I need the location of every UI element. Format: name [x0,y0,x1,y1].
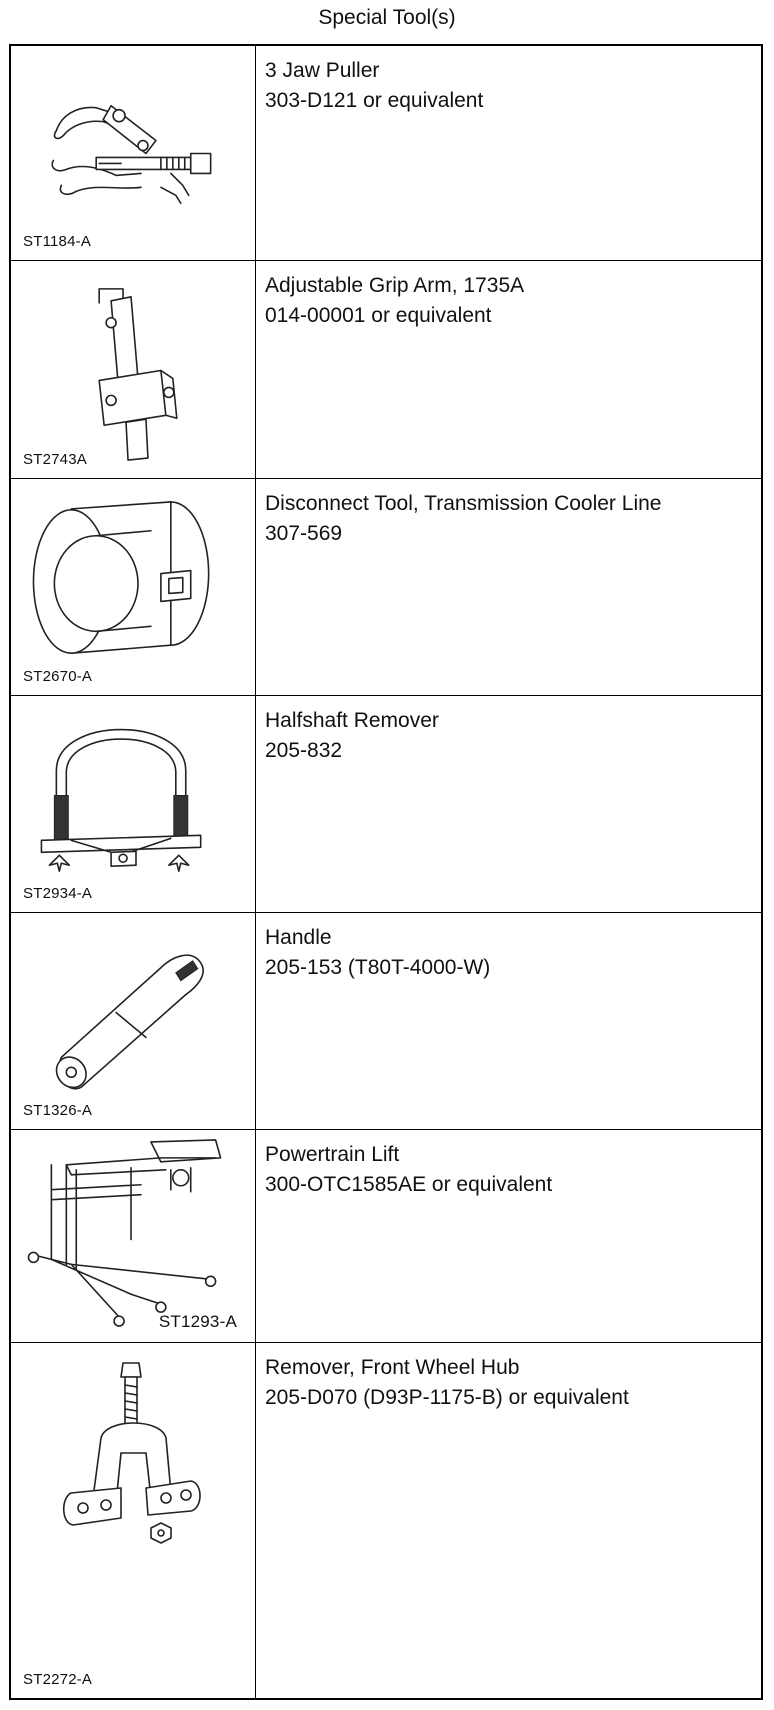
tool-description [265,271,753,331]
tool-part-number: 205-D070 (D93P-1175-B) or equivalent [265,1386,629,1409]
tool-description [265,489,753,549]
tool-name: Adjustable Grip Arm, 1735A [265,274,525,297]
tool-image-cell [11,696,256,912]
tool-ref-code: ST2670-A [23,668,93,685]
tool-row-halfshaft-remover [11,696,761,913]
tool-name: Halfshaft Remover [265,709,439,732]
tool-description [265,56,753,116]
tool-part-number: 205-153 (T80T-4000-W) [265,956,491,979]
tool-ref-code: ST1293-A [158,1312,237,1331]
tool-name: Disconnect Tool, Transmission Cooler Line [265,492,662,515]
tool-image-cell [11,1343,256,1698]
handle-icon [11,913,256,1129]
disconnect-tool-icon [11,479,256,695]
halfshaft-remover-icon [11,696,256,912]
tool-image-cell [11,261,256,478]
tool-row-powertrain-lift [11,1130,761,1343]
tool-image-cell [11,46,256,260]
tool-image-cell [11,479,256,695]
jaw-puller-icon [11,46,256,260]
tool-part-number: 205-832 [265,739,343,762]
page-title: Special Tool(s) [318,6,456,29]
tool-description [265,923,753,983]
tool-part-number: 307-569 [265,522,343,545]
tool-row-jaw-puller [11,46,761,261]
tool-ref-code: ST2743A [23,451,87,468]
tool-row-grip-arm [11,261,761,479]
tool-image-cell [11,1130,256,1342]
tool-row-handle [11,913,761,1130]
powertrain-lift-icon [11,1130,256,1342]
tool-name: 3 Jaw Puller [265,59,380,82]
tool-part-number: 014-00001 or equivalent [265,304,492,327]
hub-remover-icon [11,1343,256,1698]
tool-ref-code: ST2934-A [23,885,93,902]
special-tools-table [9,44,763,1700]
tool-ref-code: ST1184-A [23,233,92,250]
tool-ref-code: ST2272-A [23,1671,93,1688]
tool-image-cell [11,913,256,1129]
tool-description [265,1140,753,1200]
tool-name: Handle [265,926,332,949]
tool-part-number: 303-D121 or equivalent [265,89,484,112]
tool-name: Remover, Front Wheel Hub [265,1356,520,1379]
tool-part-number: 300-OTC1585AE or equivalent [265,1173,553,1196]
tool-description [265,1353,753,1413]
tool-ref-code: ST1326-A [23,1102,93,1119]
tool-row-disconnect-tool [11,479,761,696]
tool-description [265,706,753,766]
grip-arm-icon [11,261,256,478]
tool-row-hub-remover [11,1343,761,1698]
tool-name: Powertrain Lift [265,1143,400,1166]
